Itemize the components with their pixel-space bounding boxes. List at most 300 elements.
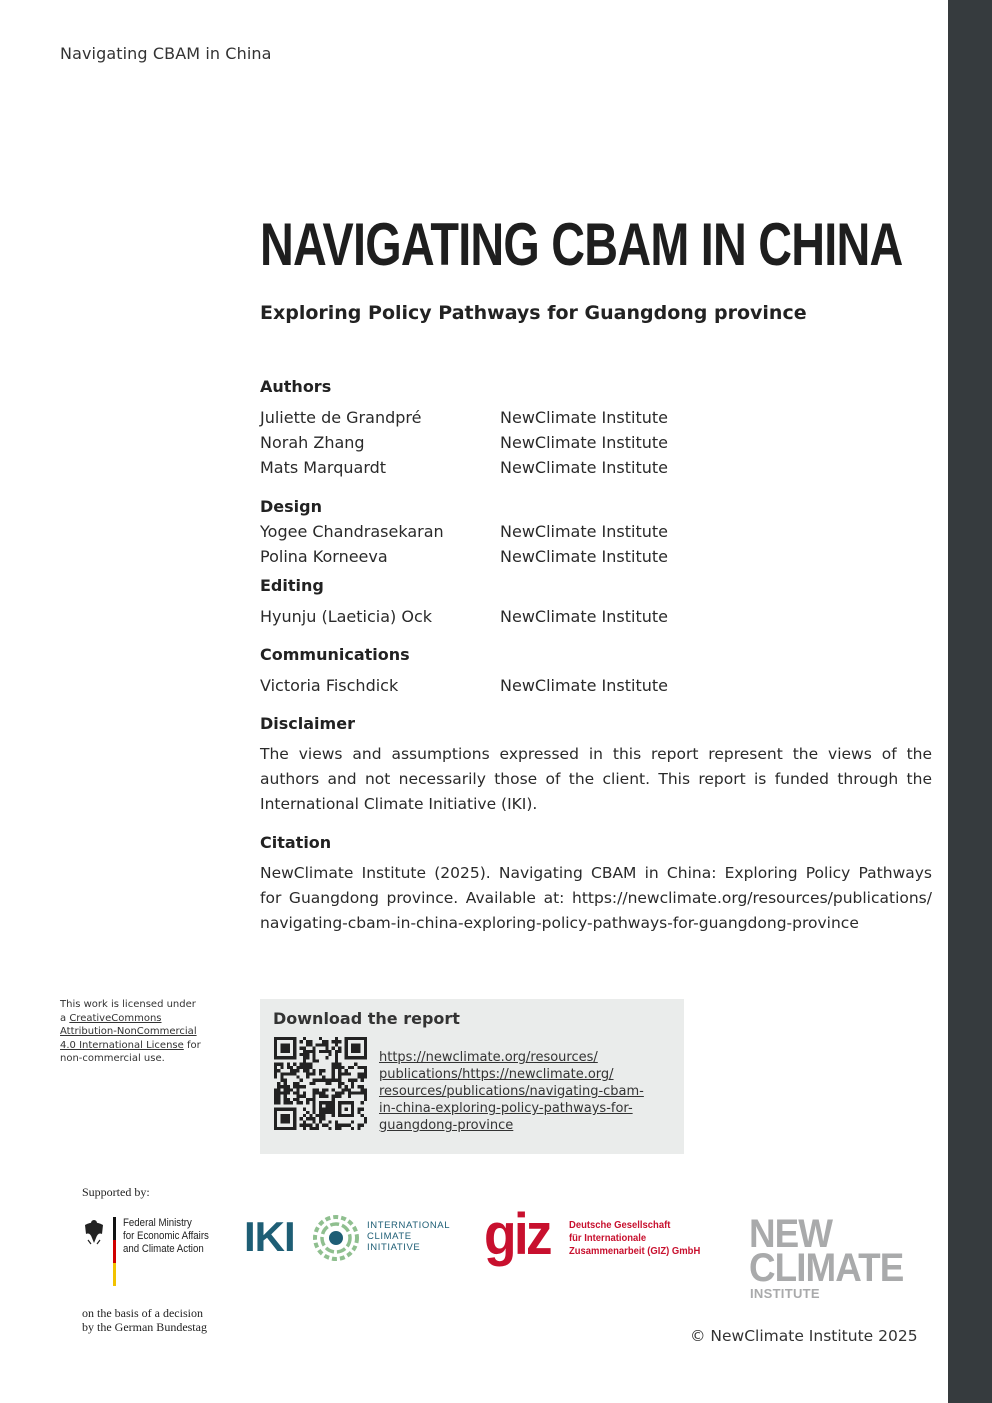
- qr-module: [284, 1072, 287, 1075]
- qr-module: [364, 1095, 367, 1098]
- qr-module: [300, 1101, 303, 1104]
- qr-module: [287, 1066, 290, 1069]
- supported-by-label: Supported by:: [82, 1185, 150, 1199]
- qr-module: [319, 1069, 322, 1072]
- qr-module: [316, 1043, 319, 1046]
- qr-module: [296, 1092, 299, 1095]
- editor-org: NewClimate Institute: [500, 607, 668, 626]
- qr-module: [325, 1088, 328, 1091]
- qr-module: [274, 1069, 277, 1072]
- disclaimer-line: The views and assumptions expressed in this report represent the views of the: [260, 745, 932, 763]
- qr-module: [335, 1043, 338, 1046]
- iki-line: INITIATIVE: [367, 1242, 421, 1253]
- qr-module: [293, 1085, 296, 1088]
- qr-module: [312, 1101, 315, 1104]
- qr-module: [329, 1120, 332, 1123]
- qr-module: [312, 1127, 315, 1130]
- qr-module: [296, 1095, 299, 1098]
- qr-module: [332, 1111, 335, 1114]
- license-link[interactable]: CreativeCommons Attribution-NonCommercial 4.0 International License: [60, 1012, 197, 1051]
- qr-module: [338, 1075, 341, 1078]
- qr-module: [309, 1040, 312, 1043]
- newclimate-institute-label: INSTITUTE: [750, 1286, 820, 1301]
- qr-module: [325, 1124, 328, 1127]
- qr-module: [303, 1120, 306, 1123]
- qr-module: [306, 1040, 309, 1043]
- qr-module: [319, 1079, 322, 1082]
- qr-module: [319, 1095, 322, 1098]
- qr-module: [338, 1124, 341, 1127]
- qr-module: [351, 1085, 354, 1088]
- download-box: [260, 999, 684, 1154]
- qr-module: [364, 1088, 367, 1091]
- qr-module: [274, 1066, 277, 1069]
- giz-subtitle: [569, 1219, 715, 1258]
- qr-module: [361, 1124, 364, 1127]
- qr-module: [332, 1104, 335, 1107]
- qr-module: [357, 1127, 360, 1130]
- qr-module: [274, 1063, 277, 1066]
- qr-module: [274, 1072, 277, 1075]
- qr-module: [329, 1082, 332, 1085]
- qr-module: [300, 1079, 303, 1082]
- qr-module: [277, 1095, 280, 1098]
- qr-module: [361, 1075, 364, 1078]
- qr-module: [329, 1101, 332, 1104]
- qr-module: [306, 1043, 309, 1046]
- qr-module: [309, 1082, 312, 1085]
- qr-module: [332, 1072, 335, 1075]
- qr-module: [300, 1095, 303, 1098]
- qr-module: [287, 1063, 290, 1066]
- qr-module: [274, 1101, 277, 1104]
- qr-module: [364, 1075, 367, 1078]
- qr-module: [335, 1059, 338, 1062]
- citation-line: NewClimate Institute (2025). Navigating CBAM in China: Exploring Policy Pathways: [260, 864, 932, 882]
- author-org: NewClimate Institute: [500, 433, 668, 452]
- qr-module: [357, 1085, 360, 1088]
- download-link-line[interactable]: resources/publications/navigating-cbam-: [379, 1084, 644, 1099]
- qr-module: [332, 1095, 335, 1098]
- report-subtitle: Exploring Policy Pathways for Guangdong province: [260, 302, 807, 324]
- bmwk-line: Federal Ministry: [123, 1217, 192, 1229]
- qr-module: [303, 1047, 306, 1050]
- qr-module: [284, 1101, 287, 1104]
- qr-module: [322, 1069, 325, 1072]
- qr-module: [348, 1124, 351, 1127]
- qr-module: [364, 1072, 367, 1075]
- qr-module: [303, 1108, 306, 1111]
- qr-module: [345, 1088, 348, 1091]
- qr-module: [319, 1104, 322, 1107]
- qr-module: [306, 1069, 309, 1072]
- disclaimer-line: authors and not necessarily those of the client. This report is funded through the: [260, 770, 932, 788]
- qr-module: [329, 1079, 332, 1082]
- qr-module: [300, 1124, 303, 1127]
- qr-module: [309, 1043, 312, 1046]
- qr-module: [351, 1082, 354, 1085]
- qr-module: [296, 1098, 299, 1101]
- eagle-icon: [85, 1220, 103, 1244]
- qr-module: [335, 1056, 338, 1059]
- qr-module: [287, 1101, 290, 1104]
- qr-module: [312, 1095, 315, 1098]
- qr-module: [277, 1069, 280, 1072]
- qr-module: [284, 1095, 287, 1098]
- qr-module: [287, 1098, 290, 1101]
- qr-module: [335, 1066, 338, 1069]
- qr-module: [325, 1079, 328, 1082]
- qr-module: [322, 1079, 325, 1082]
- download-link-line[interactable]: https://newclimate.org/resources/: [379, 1050, 598, 1065]
- qr-module: [351, 1079, 354, 1082]
- editing-heading: Editing: [260, 576, 324, 595]
- qr-module: [312, 1098, 315, 1101]
- qr-module: [322, 1075, 325, 1078]
- bmwk-line: for Economic Affairs: [123, 1230, 209, 1242]
- qr-module: [312, 1047, 315, 1050]
- giz-line: Zusammenarbeit (GIZ) GmbH: [569, 1245, 701, 1257]
- qr-module: [325, 1056, 328, 1059]
- qr-module: [277, 1092, 280, 1095]
- iki-subtitle: [367, 1220, 450, 1253]
- qr-module: [316, 1127, 319, 1130]
- qr-module: [312, 1120, 315, 1123]
- qr-module: [361, 1108, 364, 1111]
- qr-module: [319, 1037, 322, 1040]
- qr-module: [322, 1108, 325, 1111]
- qr-module: [335, 1040, 338, 1043]
- author-row: [260, 458, 720, 480]
- qr-module: [364, 1066, 367, 1069]
- bundestag-note: [82, 1306, 207, 1334]
- qr-module: [338, 1082, 341, 1085]
- qr-module: [287, 1088, 290, 1091]
- qr-module: [332, 1066, 335, 1069]
- qr-module: [284, 1088, 287, 1091]
- qr-module: [319, 1117, 322, 1120]
- editor-row: [260, 607, 720, 629]
- qr-module: [335, 1120, 338, 1123]
- qr-module: [341, 1088, 344, 1091]
- qr-module: [312, 1111, 315, 1114]
- disclaimer-heading: Disclaimer: [260, 714, 355, 733]
- qr-module: [306, 1117, 309, 1120]
- qr-module: [332, 1088, 335, 1091]
- qr-module: [364, 1098, 367, 1101]
- qr-module: [322, 1050, 325, 1053]
- qr-module: [338, 1050, 341, 1053]
- qr-module: [325, 1043, 328, 1046]
- running-header: Navigating CBAM in China: [60, 44, 272, 63]
- qr-module: [338, 1040, 341, 1043]
- qr-module: [319, 1101, 322, 1104]
- authors-heading: Authors: [260, 377, 332, 396]
- qr-module: [364, 1069, 367, 1072]
- qr-module: [341, 1066, 344, 1069]
- designer-org: NewClimate Institute: [500, 547, 668, 566]
- qr-module: [361, 1072, 364, 1075]
- qr-module: [306, 1066, 309, 1069]
- qr-module: [338, 1127, 341, 1130]
- qr-module: [348, 1095, 351, 1098]
- communications-name: Victoria Fischdick: [260, 676, 399, 695]
- download-link-line[interactable]: in-china-exploring-policy-pathways-for-: [379, 1101, 633, 1116]
- qr-module: [274, 1095, 277, 1098]
- qr-module: [348, 1088, 351, 1091]
- qr-module: [277, 1098, 280, 1101]
- qr-module: [335, 1063, 338, 1066]
- qr-module: [348, 1066, 351, 1069]
- qr-module: [338, 1069, 341, 1072]
- report-title: NAVIGATING CBAM IN CHINA: [260, 211, 903, 278]
- qr-module: [306, 1075, 309, 1078]
- qr-module: [319, 1114, 322, 1117]
- qr-module: [338, 1066, 341, 1069]
- qr-module: [284, 1085, 287, 1088]
- qr-module: [312, 1104, 315, 1107]
- qr-module: [335, 1092, 338, 1095]
- qr-module: [351, 1127, 354, 1130]
- qr-module: [335, 1053, 338, 1056]
- qr-module: [280, 1085, 283, 1088]
- qr-module: [296, 1069, 299, 1072]
- qr-module: [316, 1114, 319, 1117]
- qr-module: [280, 1072, 283, 1075]
- qr-module: [322, 1092, 325, 1095]
- author-row: [260, 408, 720, 430]
- qr-module: [325, 1101, 328, 1104]
- qr-module: [306, 1056, 309, 1059]
- author-org: NewClimate Institute: [500, 408, 668, 427]
- qr-module: [277, 1063, 280, 1066]
- qr-module: [332, 1108, 335, 1111]
- qr-module: [322, 1095, 325, 1098]
- qr-module: [284, 1092, 287, 1095]
- qr-module: [296, 1101, 299, 1104]
- disclaimer-line: International Climate Initiative (IKI).: [260, 795, 538, 813]
- qr-module: [322, 1111, 325, 1114]
- qr-module: [306, 1101, 309, 1104]
- page-sidebar-bar: [948, 0, 992, 1403]
- qr-module: [351, 1066, 354, 1069]
- download-link-line[interactable]: guangdong-province: [379, 1118, 514, 1133]
- qr-module: [309, 1072, 312, 1075]
- author-row: [260, 433, 720, 455]
- qr-module: [296, 1075, 299, 1078]
- qr-module: [300, 1040, 303, 1043]
- qr-module: [277, 1088, 280, 1091]
- qr-module: [312, 1108, 315, 1111]
- qr-module: [303, 1124, 306, 1127]
- qr-module: [303, 1059, 306, 1062]
- qr-module: [329, 1104, 332, 1107]
- download-link[interactable]: [379, 1049, 644, 1134]
- qr-module: [364, 1120, 367, 1123]
- design-heading: Design: [260, 497, 322, 516]
- qr-module: [300, 1047, 303, 1050]
- qr-module: [332, 1098, 335, 1101]
- qr-module: [357, 1066, 360, 1069]
- qr-module: [306, 1063, 309, 1066]
- bundestag-line: by the German Bundestag: [82, 1320, 207, 1334]
- designer-org: NewClimate Institute: [500, 522, 668, 541]
- qr-module: [300, 1117, 303, 1120]
- qr-module: [312, 1050, 315, 1053]
- qr-module: [277, 1101, 280, 1104]
- qr-module: [332, 1047, 335, 1050]
- qr-module: [322, 1101, 325, 1104]
- qr-module: [322, 1124, 325, 1127]
- qr-module: [293, 1092, 296, 1095]
- qr-module: [322, 1114, 325, 1117]
- qr-module: [341, 1082, 344, 1085]
- qr-module: [345, 1072, 348, 1075]
- qr-module: [345, 1124, 348, 1127]
- qr-module: [332, 1101, 335, 1104]
- qr-module: [361, 1114, 364, 1117]
- qr-module: [329, 1127, 332, 1130]
- qr-module: [303, 1085, 306, 1088]
- qr-module: [293, 1069, 296, 1072]
- copyright: © NewClimate Institute 2025: [690, 1327, 918, 1345]
- qr-module: [280, 1063, 283, 1066]
- qr-module: [338, 1085, 341, 1088]
- author-name: Juliette de Grandpré: [260, 408, 422, 427]
- designer-row: [260, 547, 720, 569]
- qr-module: [341, 1072, 344, 1075]
- qr-module: [338, 1063, 341, 1066]
- qr-module: [296, 1066, 299, 1069]
- disclaimer-text: [260, 742, 932, 817]
- qr-module: [338, 1092, 341, 1095]
- qr-module: [338, 1047, 341, 1050]
- qr-module: [300, 1053, 303, 1056]
- qr-module: [280, 1092, 283, 1095]
- qr-module: [329, 1108, 332, 1111]
- qr-module: [309, 1063, 312, 1066]
- qr-module: [332, 1040, 335, 1043]
- qr-module: [361, 1092, 364, 1095]
- qr-module: [335, 1079, 338, 1082]
- citation-heading: Citation: [260, 833, 332, 852]
- qr-module: [309, 1066, 312, 1069]
- qr-module: [312, 1059, 315, 1062]
- bmwk-line: and Climate Action: [123, 1243, 204, 1255]
- license-line: This work is licensed under: [60, 999, 196, 1010]
- download-title: Download the report: [273, 1009, 460, 1028]
- qr-module: [287, 1072, 290, 1075]
- qr-module: [335, 1050, 338, 1053]
- iki-emblem-icon: [312, 1214, 360, 1262]
- qr-module: [280, 1075, 283, 1078]
- qr-module: [316, 1088, 319, 1091]
- qr-module: [303, 1069, 306, 1072]
- qr-module: [332, 1069, 335, 1072]
- qr-module: [357, 1108, 360, 1111]
- qr-module: [284, 1079, 287, 1082]
- qr-module: [303, 1066, 306, 1069]
- qr-module: [287, 1092, 290, 1095]
- qr-module: [290, 1072, 293, 1075]
- author-name: Norah Zhang: [260, 433, 365, 452]
- qr-module: [300, 1066, 303, 1069]
- qr-module: [361, 1101, 364, 1104]
- qr-module: [309, 1098, 312, 1101]
- qr-module: [312, 1088, 315, 1091]
- qr-module: [296, 1082, 299, 1085]
- qr-module: [309, 1050, 312, 1053]
- qr-module: [332, 1079, 335, 1082]
- qr-module: [303, 1050, 306, 1053]
- qr-module: [357, 1124, 360, 1127]
- qr-module: [274, 1092, 277, 1095]
- qr-module: [325, 1082, 328, 1085]
- license-suffix: for non-commercial use.: [60, 1039, 201, 1064]
- giz-line: Deutsche Gesellschaft: [569, 1219, 671, 1231]
- qr-module: [290, 1066, 293, 1069]
- qr-module: [290, 1069, 293, 1072]
- qr-module: [319, 1120, 322, 1123]
- qr-module: [277, 1082, 280, 1085]
- qr-module: [348, 1079, 351, 1082]
- qr-module: [322, 1088, 325, 1091]
- qr-module: [357, 1092, 360, 1095]
- qr-module: [319, 1108, 322, 1111]
- qr-module: [280, 1079, 283, 1082]
- bmwk-text: [123, 1217, 221, 1256]
- qr-module: [306, 1072, 309, 1075]
- qr-module: [325, 1047, 328, 1050]
- qr-module: [361, 1088, 364, 1091]
- qr-module: [354, 1063, 357, 1066]
- qr-module: [332, 1063, 335, 1066]
- designer-name: Yogee Chandrasekaran: [260, 522, 444, 541]
- qr-module: [309, 1127, 312, 1130]
- qr-module: [309, 1117, 312, 1120]
- qr-module: [312, 1069, 315, 1072]
- qr-module: [361, 1066, 364, 1069]
- download-link-line[interactable]: publications/https://newclimate.org/: [379, 1067, 614, 1082]
- qr-module: [319, 1072, 322, 1075]
- qr-module: [303, 1063, 306, 1066]
- qr-module: [319, 1092, 322, 1095]
- qr-module: [274, 1075, 277, 1078]
- license-prefix: a: [60, 1012, 67, 1024]
- qr-module: [303, 1127, 306, 1130]
- bundestag-line: on the basis of a decision: [82, 1306, 203, 1320]
- qr-module: [325, 1050, 328, 1053]
- qr-module: [303, 1092, 306, 1095]
- qr-module: [284, 1098, 287, 1101]
- qr-module: [312, 1117, 315, 1120]
- qr-module: [293, 1072, 296, 1075]
- iki-line: INTERNATIONAL: [367, 1220, 451, 1231]
- qr-module: [357, 1075, 360, 1078]
- qr-module: [306, 1050, 309, 1053]
- qr-module: [274, 1098, 277, 1101]
- qr-module: [303, 1114, 306, 1117]
- qr-module: [345, 1085, 348, 1088]
- qr-module: [335, 1037, 338, 1040]
- designer-name: Polina Korneeva: [260, 547, 388, 566]
- qr-module: [293, 1098, 296, 1101]
- qr-module: [364, 1092, 367, 1095]
- qr-module: [300, 1085, 303, 1088]
- qr-code[interactable]: [274, 1037, 367, 1130]
- qr-module: [312, 1092, 315, 1095]
- qr-module: [296, 1085, 299, 1088]
